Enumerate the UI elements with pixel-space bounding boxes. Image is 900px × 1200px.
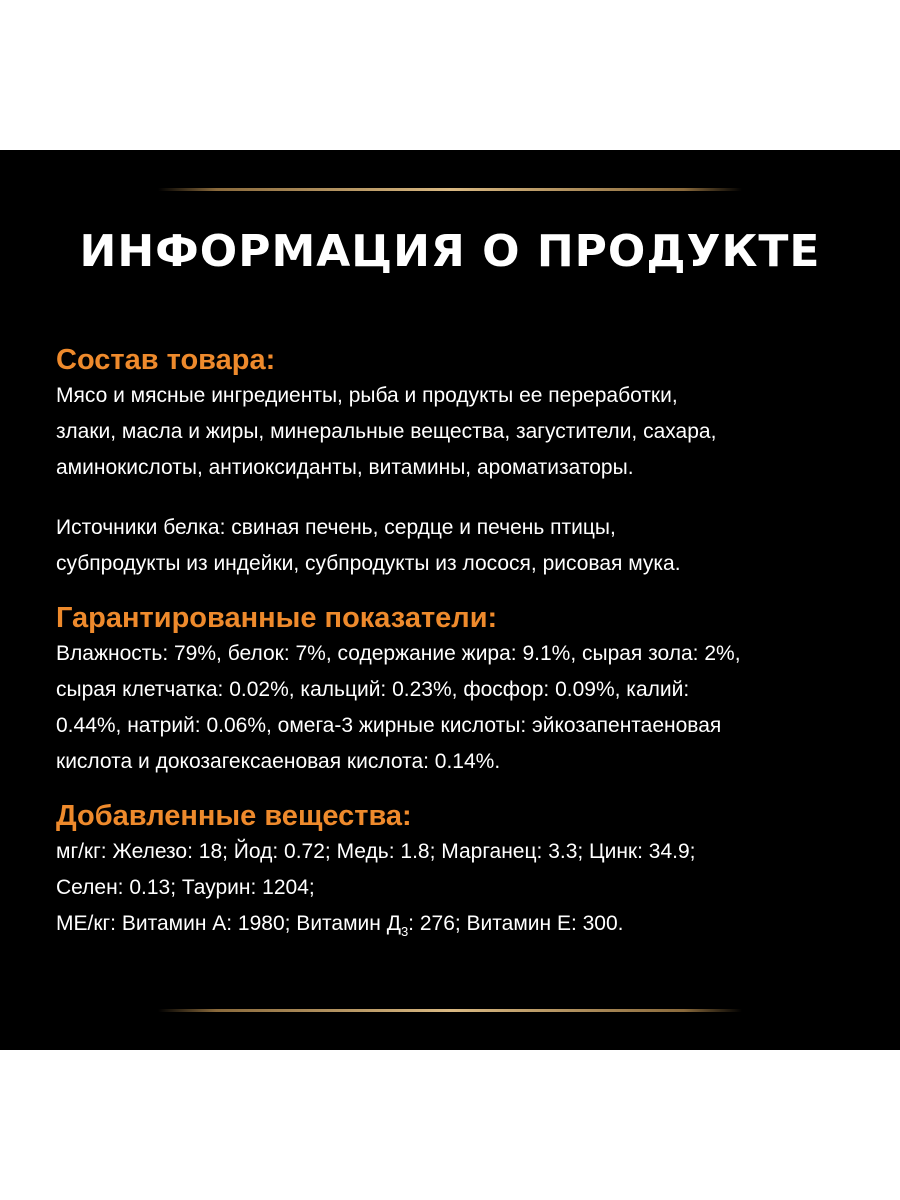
vitamins-text-end: : 276; Витамин Е: 300. [408, 912, 624, 935]
added-substances-line: Селен: 0.13; Таурин: 1204; [56, 876, 315, 899]
bottom-gold-divider [158, 1009, 742, 1012]
guaranteed-analysis-heading: Гарантированные показатели: [56, 602, 498, 634]
composition-line: Мясо и мясные ингредиенты, рыба и продукты ее переработки, [56, 384, 678, 407]
composition-heading: Состав товара: [56, 344, 276, 376]
guaranteed-analysis-line: Влажность: 79%, белок: 7%, содержание жира: 9.1%, сырая зола: 2%, [56, 642, 741, 665]
page-title: ИНФОРМАЦИЯ О ПРОДУКТЕ [79, 226, 821, 277]
vitamin-d-subscript: 3 [400, 924, 409, 939]
product-info-content [56, 342, 856, 942]
protein-sources-line: Источники белка: свиная печень, сердце и печень птицы, [56, 516, 616, 539]
composition-line: аминокислоты, антиоксиданты, витамины, ароматизаторы. [56, 456, 634, 479]
composition-line: злаки, масла и жиры, минеральные вещества, загустители, сахара, [56, 420, 717, 443]
guaranteed-analysis-line: 0.44%, натрий: 0.06%, омега-3 жирные кислоты: эйкозапентаеновая [56, 714, 722, 737]
added-substances-line-vitamins [56, 906, 856, 942]
protein-sources-line: субпродукты из индейки, субпродукты из лосося, рисовая мука. [56, 552, 681, 575]
added-substances-heading: Добавленные вещества: [56, 800, 412, 832]
product-info-panel [0, 150, 900, 1050]
vitamins-text-start: МЕ/кг: Витамин А: 1980; Витамин Д [56, 912, 401, 935]
guaranteed-analysis-line: сырая клетчатка: 0.02%, кальций: 0.23%, фосфор: 0.09%, калий: [56, 678, 690, 701]
top-gold-divider [158, 188, 742, 191]
added-substances-line: мг/кг: Железо: 18; Йод: 0.72; Медь: 1.8; Марганец: 3.3; Цинк: 34.9; [56, 840, 696, 863]
guaranteed-analysis-line: кислота и докозагексаеновая кислота: 0.14%. [56, 750, 501, 773]
